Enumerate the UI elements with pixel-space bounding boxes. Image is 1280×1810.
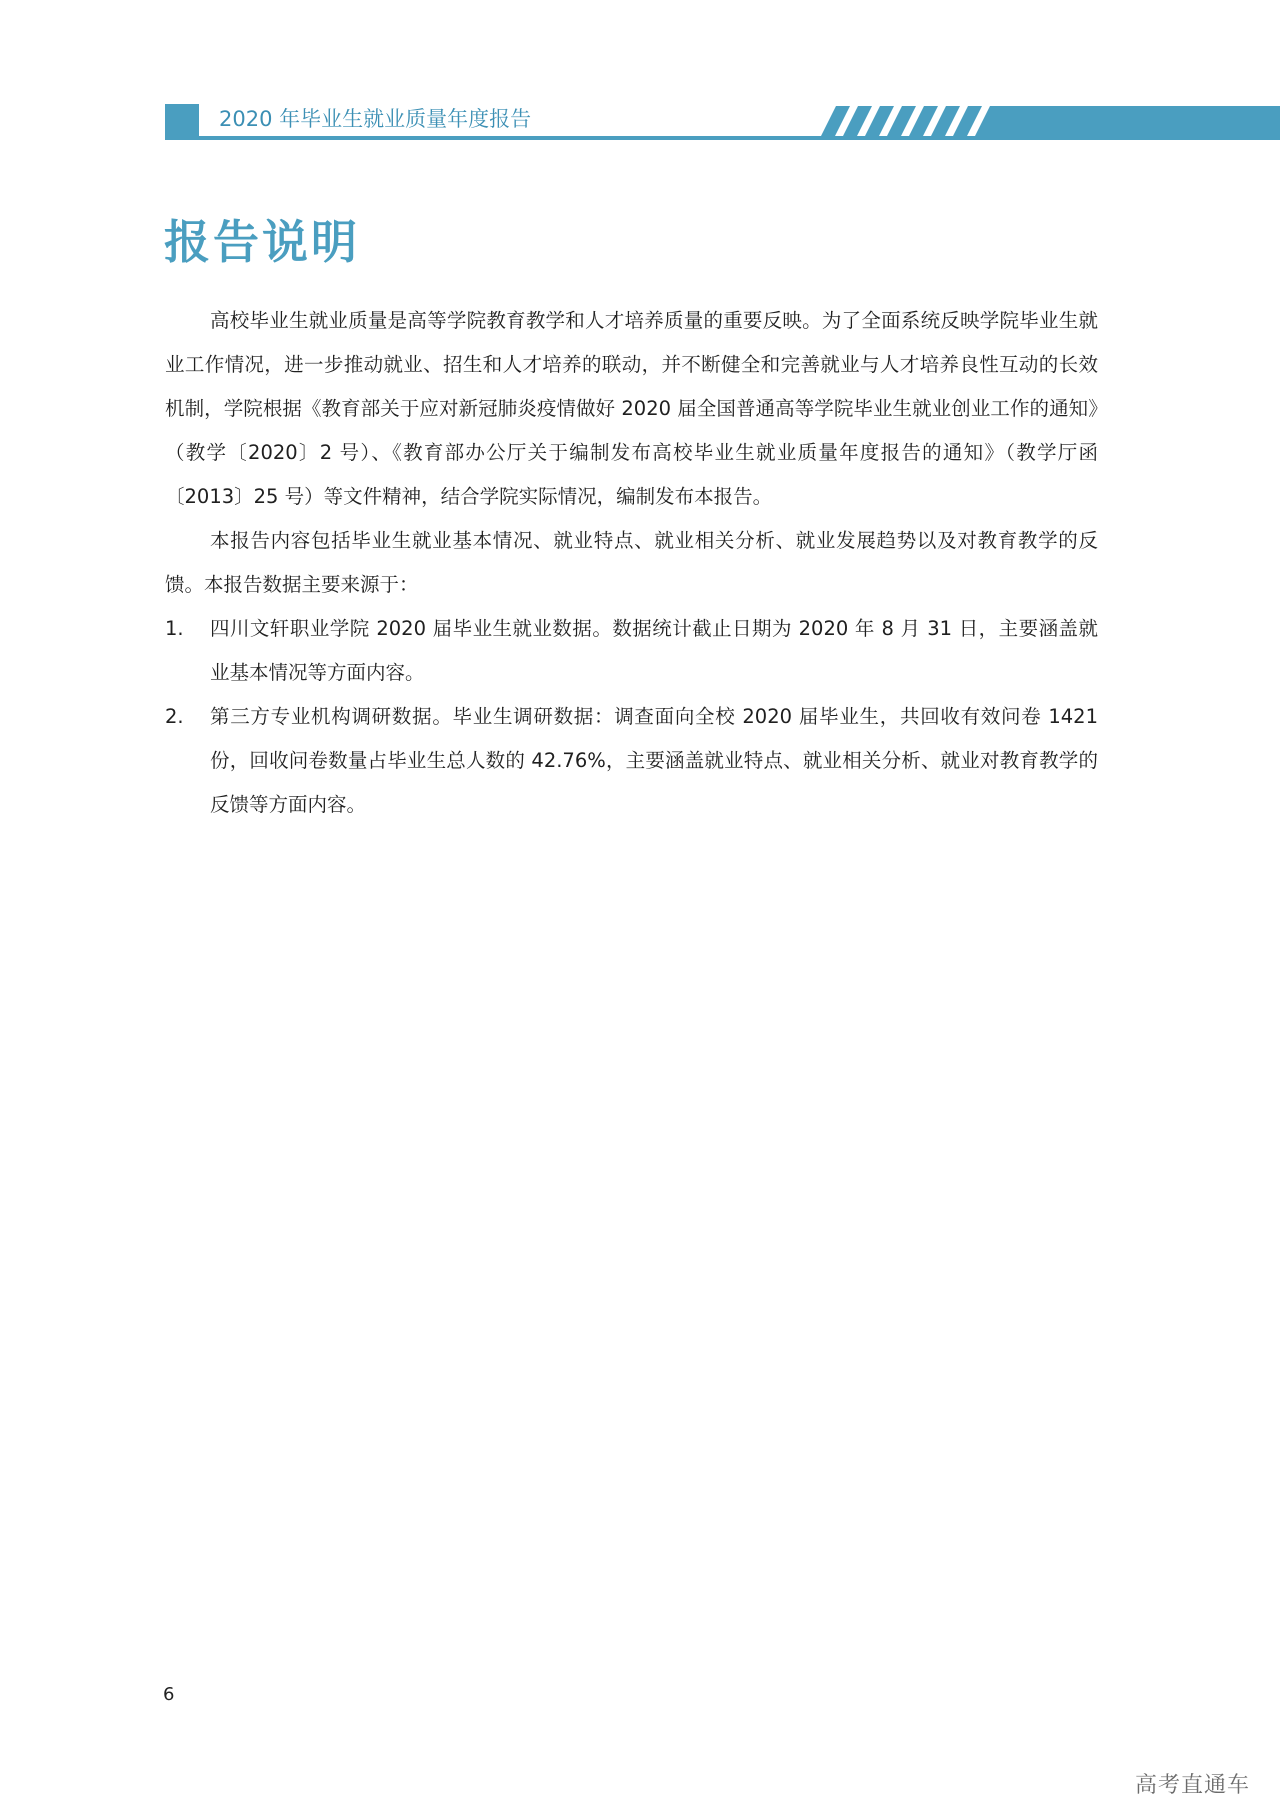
scope-paragraph: 本报告内容包括毕业生就业基本情况、就业特点、就业相关分析、就业发展趋势以及对教育教学的反馈。本报告数据主要来源于： <box>165 529 1098 596</box>
data-sources-list <box>165 607 1098 827</box>
page-title: 报告说明 <box>164 215 360 269</box>
intro-paragraph: 高校毕业生就业质量是高等学院教育教学和人才培养质量的重要反映。为了全面系统反映学院毕业生就业工作情况，进一步推动就业、招生和人才培养的联动，并不断健全和完善就业与人才培养良性互动的长效机制，学院根据《教育部关于应对新冠肺炎疫情做好 2020 届全国普通高等学院毕业生就业创业工作的通知》（教学〔2020〕2 号）、《教育部办公厅关于编制发布高校毕业生就业质量年度报告的通知》（教学厅函〔2013〕25 号）等文件精神，结合学院实际情况，编制发布本报告。 <box>165 309 1098 508</box>
header-accent-block <box>165 104 199 140</box>
list-item-text: 四川文轩职业学院 2020 届毕业生就业数据。数据统计截止日期为 2020 年 8 月 31 日，主要涵盖就业基本情况等方面内容。 <box>210 617 1098 684</box>
list-item-text: 第三方专业机构调研数据。毕业生调研数据：调查面向全校 2020 届毕业生，共回收有效问卷 1421 份，回收问卷数量占毕业生总人数的 42.76%，主要涵盖就业特点、就业相关分析、就业对教育教学的反馈等方面内容。 <box>210 705 1098 816</box>
page-number: 6 <box>163 1684 175 1705</box>
header-stripes-decoration <box>806 106 1280 138</box>
watermark: 高考直通车 <box>1134 1773 1250 1798</box>
page-header <box>165 104 1280 140</box>
list-item-number: 1. <box>165 617 184 640</box>
report-body <box>165 299 1098 827</box>
list-item <box>165 607 1098 695</box>
header-title: 2020 年毕业生就业质量年度报告 <box>219 107 532 131</box>
list-item-number: 2. <box>165 705 184 728</box>
list-item <box>165 695 1098 827</box>
